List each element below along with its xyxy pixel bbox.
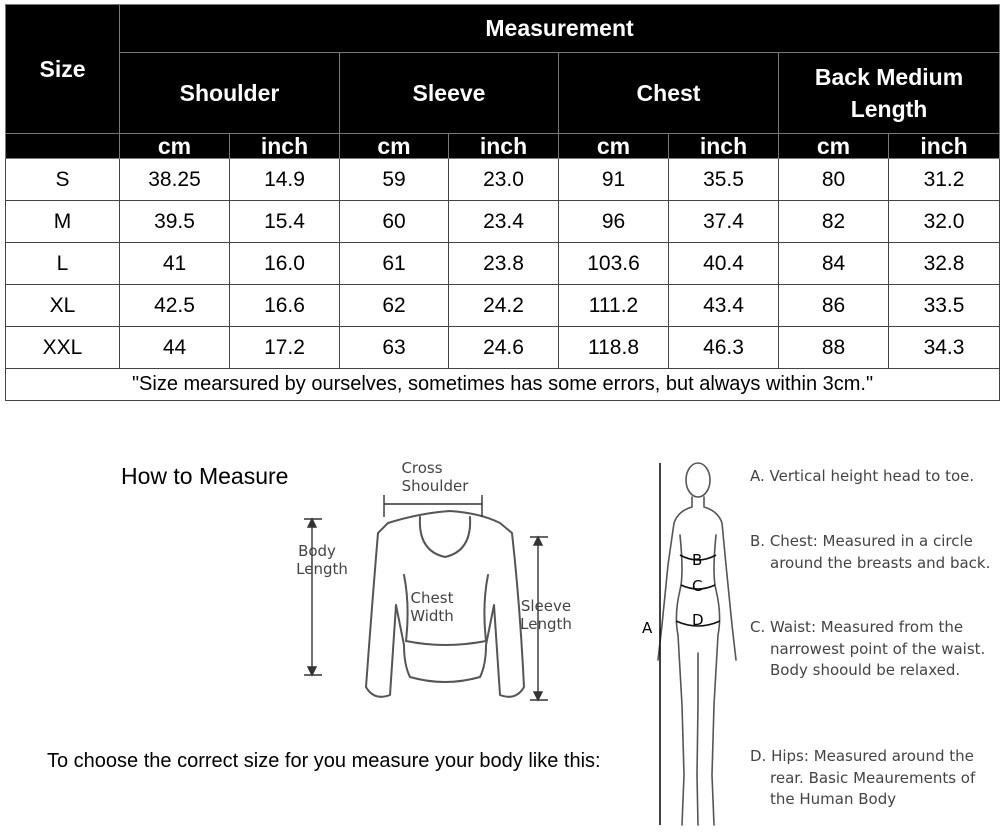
table-row xyxy=(6,159,1000,201)
table-cell: 43.4 xyxy=(669,285,779,327)
size-chart-table xyxy=(5,4,1000,401)
chest-width-label-1: Chest xyxy=(410,589,454,607)
table-row xyxy=(6,285,1000,327)
table-cell: 35.5 xyxy=(669,159,779,201)
figure-label-b: B xyxy=(692,551,703,569)
table-cell: 32.8 xyxy=(889,243,1000,285)
size-cell: S xyxy=(6,159,120,201)
table-cell: 96 xyxy=(559,201,669,243)
table-cell: 86 xyxy=(779,285,889,327)
table-cell: 44 xyxy=(120,327,230,369)
measurement-header: Measurement xyxy=(120,5,1000,53)
table-cell: 33.5 xyxy=(889,285,1000,327)
figure-label-a: A xyxy=(642,619,653,637)
table-cell: 111.2 xyxy=(559,285,669,327)
chest-header: Chest xyxy=(559,53,779,134)
unit-inch: inch xyxy=(669,134,779,159)
table-cell: 23.8 xyxy=(449,243,559,285)
legend-item-b xyxy=(750,531,995,574)
body-length-label-2: Length xyxy=(296,560,348,578)
size-cell: XXL xyxy=(6,327,120,369)
back-length-line2: Length xyxy=(850,96,928,122)
size-header: Size xyxy=(6,5,120,134)
table-cell: 38.25 xyxy=(120,159,230,201)
table-cell: 40.4 xyxy=(669,243,779,285)
sleeve-length-label-2: Length xyxy=(520,615,572,633)
table-cell: 103.6 xyxy=(559,243,669,285)
table-cell: 16.6 xyxy=(230,285,340,327)
table-cell: 24.6 xyxy=(449,327,559,369)
table-cell: 59 xyxy=(340,159,449,201)
table-cell: 32.0 xyxy=(889,201,1000,243)
table-cell: 118.8 xyxy=(559,327,669,369)
table-cell: 46.3 xyxy=(669,327,779,369)
legend-text-b: B. Chest: Measured in a circle around the breasts and back. xyxy=(750,532,991,572)
legend-text-d: D. Hips: Measured around the rear. Basic Meaurements of the Human Body xyxy=(750,747,976,808)
table-cell: 39.5 xyxy=(120,201,230,243)
table-cell: 23.0 xyxy=(449,159,559,201)
legend-text-c: C. Waist: Measured from the narrowest point of the waist. Body shoould be relaxed. xyxy=(750,618,986,679)
unit-cm: cm xyxy=(779,134,889,159)
table-cell: 14.9 xyxy=(230,159,340,201)
table-cell: 23.4 xyxy=(449,201,559,243)
unit-inch: inch xyxy=(449,134,559,159)
legend-item-c xyxy=(750,617,995,682)
table-row xyxy=(6,243,1000,285)
shoulder-header: Shoulder xyxy=(120,53,340,134)
unit-cm: cm xyxy=(340,134,449,159)
table-cell: 24.2 xyxy=(449,285,559,327)
table-cell: 82 xyxy=(779,201,889,243)
unit-cm: cm xyxy=(559,134,669,159)
body-length-label-1: Body xyxy=(298,542,336,560)
table-cell: 88 xyxy=(779,327,889,369)
legend-text-a: A. Vertical height head to toe. xyxy=(750,467,975,485)
table-cell: 16.0 xyxy=(230,243,340,285)
table-cell: 63 xyxy=(340,327,449,369)
legend-item-a xyxy=(750,466,995,488)
table-cell: 60 xyxy=(340,201,449,243)
figure-label-d: D xyxy=(692,611,704,629)
legend-item-d xyxy=(750,746,995,811)
table-row xyxy=(6,201,1000,243)
back-length-line1: Back Medium xyxy=(814,64,964,90)
table-cell: 61 xyxy=(340,243,449,285)
table-cell: 34.3 xyxy=(889,327,1000,369)
body-figure-diagram xyxy=(640,455,740,835)
figure-head xyxy=(686,463,710,497)
table-cell: 41 xyxy=(120,243,230,285)
table-cell: 17.2 xyxy=(230,327,340,369)
unit-cm: cm xyxy=(120,134,230,159)
table-cell: 80 xyxy=(779,159,889,201)
back-length-header xyxy=(779,53,1000,134)
sweater-measure-diagram xyxy=(280,455,600,710)
sleeve-header: Sleeve xyxy=(340,53,559,134)
how-to-measure-title: How to Measure xyxy=(121,463,289,489)
measurement-note: "Size mearsured by ourselves, sometimes has some errors, but always within 3cm." xyxy=(6,369,1000,401)
size-cell: XL xyxy=(6,285,120,327)
table-cell: 31.2 xyxy=(889,159,1000,201)
chest-width-label-2: Width xyxy=(410,607,454,625)
unit-inch: inch xyxy=(230,134,340,159)
unit-inch: inch xyxy=(889,134,1000,159)
size-cell: L xyxy=(6,243,120,285)
figure-body-outline xyxy=(658,497,736,825)
table-cell: 15.4 xyxy=(230,201,340,243)
sweater-neckline xyxy=(420,517,470,557)
sleeve-length-label-1: Sleeve xyxy=(520,597,572,615)
size-cell: M xyxy=(6,201,120,243)
table-cell: 91 xyxy=(559,159,669,201)
figure-label-c: C xyxy=(692,577,703,595)
table-cell: 84 xyxy=(779,243,889,285)
table-cell: 42.5 xyxy=(120,285,230,327)
cross-shoulder-label-1: Cross xyxy=(401,459,443,477)
cross-shoulder-label-2: Shoulder xyxy=(401,477,469,495)
table-cell: 37.4 xyxy=(669,201,779,243)
table-row xyxy=(6,327,1000,369)
unit-blank xyxy=(6,134,120,159)
table-cell: 62 xyxy=(340,285,449,327)
choose-size-text: To choose the correct size for you measure your body like this: xyxy=(47,750,601,772)
